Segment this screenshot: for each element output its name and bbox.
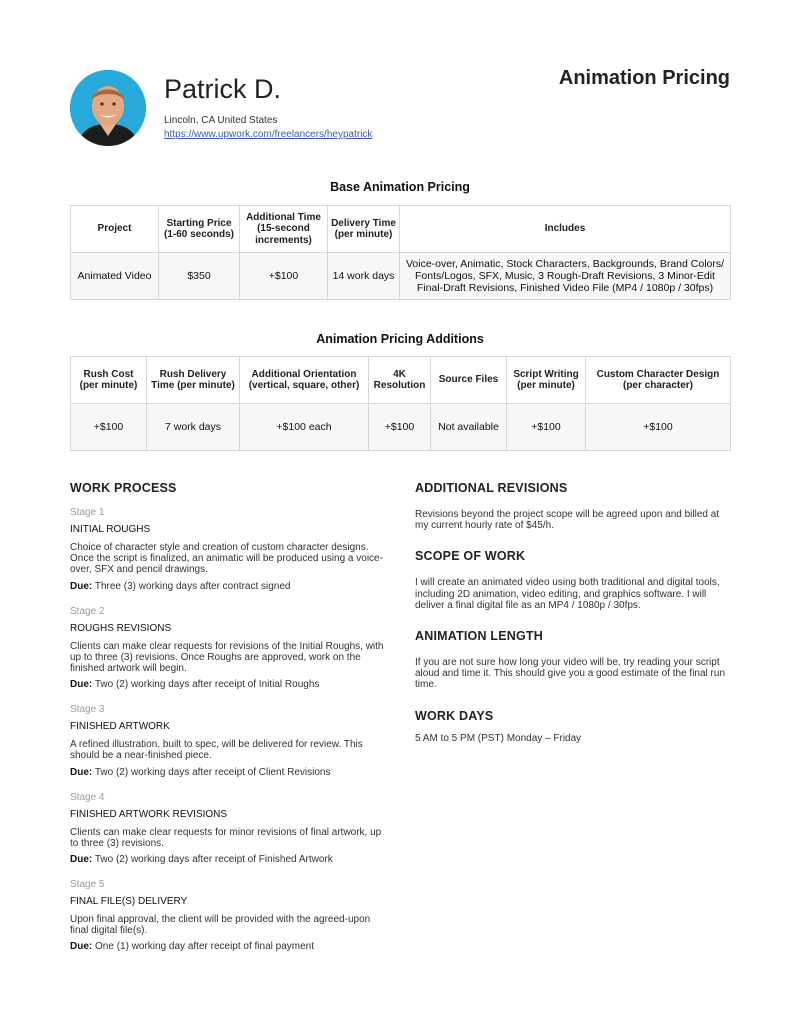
work-process-section	[70, 481, 390, 952]
stage-title: ROUGHS REVISIONS	[70, 622, 172, 634]
stage-title: FINAL FILE(S) DELIVERY	[70, 895, 188, 907]
table-cell: 7 work days	[147, 404, 240, 451]
table-cell: +$100 each	[240, 404, 369, 451]
table-header: Additional Time (15-second increments)	[240, 206, 328, 253]
table-header-row	[71, 206, 731, 253]
table-cell: +$100	[369, 404, 431, 451]
stage-label: Stage 4	[70, 791, 105, 803]
table-cell: +$100	[507, 404, 586, 451]
table-cell: +$100	[240, 253, 328, 300]
stage-block	[70, 792, 390, 865]
table-header: Starting Price (1-60 seconds)	[159, 206, 240, 253]
table-header: 4K Resolution	[369, 357, 431, 404]
table-cell: Not available	[431, 404, 507, 451]
stage-label: Stage 1	[70, 507, 105, 518]
stage-label: Stage 5	[70, 878, 105, 890]
table-row	[71, 253, 731, 300]
info-section	[415, 481, 730, 531]
stage-title: INITIAL ROUGHS	[70, 524, 151, 535]
profile-name: Patrick D.	[164, 74, 282, 104]
stage-description: Clients can make clear requests for minor revisions of final artwork, up to three (3) revisions.	[70, 826, 382, 849]
table-header: Delivery Time (per minute)	[328, 206, 400, 253]
table-header: Custom Character Design (per character)	[586, 357, 731, 404]
stage-due: Due: Two (2) working days after receipt of Client Revisions	[70, 766, 331, 778]
stage-block	[70, 879, 390, 952]
section-heading: ADDITIONAL REVISIONS	[415, 481, 568, 495]
stage-block	[70, 507, 390, 592]
table-cell: Voice-over, Animatic, Stock Characters, Backgrounds, Brand Colors/ Fonts/Logos, SFX, Music, 3 Rough-Draft Revisions, 3 Minor-Edit Final-Draft Revisions, Finished Video File (MP4 / 1080p / 30fps)	[400, 253, 731, 300]
stage-description: A refined illustration, built to spec, will be delivered for review. This should be a near-finished piece.	[70, 739, 363, 762]
table-cell: $350	[159, 253, 240, 300]
base-pricing-title: Base Animation Pricing	[330, 180, 470, 194]
info-section	[415, 709, 730, 744]
info-sections	[415, 481, 730, 744]
table-cell: 14 work days	[328, 253, 400, 300]
stage-label: Stage 3	[70, 704, 105, 716]
table-header-row	[71, 357, 731, 404]
table-cell: +$100	[586, 404, 731, 451]
stage-description: Clients can make clear requests for revisions of the Initial Roughs, with up to three (3) revisions. Once Roughs are approved, work on the finished artwork will begin.	[70, 640, 384, 674]
table-header: Rush Cost (per minute)	[71, 357, 147, 404]
additions-title: Animation Pricing Additions	[316, 332, 484, 346]
info-section	[415, 629, 730, 691]
base-pricing-table	[70, 205, 731, 300]
table-row	[71, 404, 731, 451]
section-text: 5 AM to 5 PM (PST) Monday – Friday	[415, 732, 582, 744]
stage-title: FINISHED ARTWORK REVISIONS	[70, 808, 228, 820]
stage-title: FINISHED ARTWORK	[70, 721, 170, 733]
avatar-portrait-icon	[70, 70, 146, 146]
stage-block	[70, 704, 390, 777]
table-header: Script Writing (per minute)	[507, 357, 586, 404]
table-cell: +$100	[71, 404, 147, 451]
table-header: Source Files	[431, 357, 507, 404]
stage-due: Due: Three (3) working days after contract signed	[70, 580, 291, 592]
section-text: I will create an animated video using both traditional and digital tools, including 2D animation, video editing, and graphics software. I will deliver a final digital file as an MP4 / 1080p / 30fps.	[415, 577, 720, 611]
work-process-heading: WORK PROCESS	[70, 481, 177, 495]
profile-location: Lincoln, CA United States	[164, 115, 278, 126]
table-header: Rush Delivery Time (per minute)	[147, 357, 240, 404]
stage-description: Choice of character style and creation of custom character designs. Once the script is finalized, an animatic will be produced using a voice-over, SFX and pencil drawings.	[70, 542, 383, 576]
profile-header	[70, 67, 730, 150]
table-header: Includes	[400, 206, 731, 253]
table-cell: Animated Video	[71, 253, 159, 300]
section-heading: WORK DAYS	[415, 708, 494, 723]
document-title: Animation Pricing	[558, 67, 730, 89]
stage-block	[70, 606, 390, 691]
avatar	[70, 70, 146, 146]
section-heading: SCOPE OF WORK	[415, 549, 526, 564]
stage-due: Due: One (1) working day after receipt of final payment	[70, 941, 315, 953]
stage-label: Stage 2	[70, 605, 105, 617]
section-heading: ANIMATION LENGTH	[415, 628, 543, 643]
stage-due: Due: Two (2) working days after receipt of Finished Artwork	[70, 853, 333, 865]
profile-link[interactable]: https://www.upwork.com/freelancers/heypatrick	[164, 129, 373, 140]
stage-description: Upon final approval, the client will be provided with the agreed-upon final digital file(s).	[70, 913, 371, 937]
additions-table	[70, 356, 731, 451]
stage-due: Due: Two (2) working days after receipt of Initial Roughs	[70, 679, 320, 691]
info-section	[415, 549, 730, 611]
table-header: Additional Orientation (vertical, square, other)	[240, 357, 369, 404]
section-text: Revisions beyond the project scope will be agreed upon and billed at my current hourly rate of $45/h.	[415, 509, 720, 532]
table-header: Project	[71, 206, 159, 253]
section-text: If you are not sure how long your video will be, try reading your script aloud and time it. This should give you a good estimate of the final run time.	[415, 656, 726, 691]
